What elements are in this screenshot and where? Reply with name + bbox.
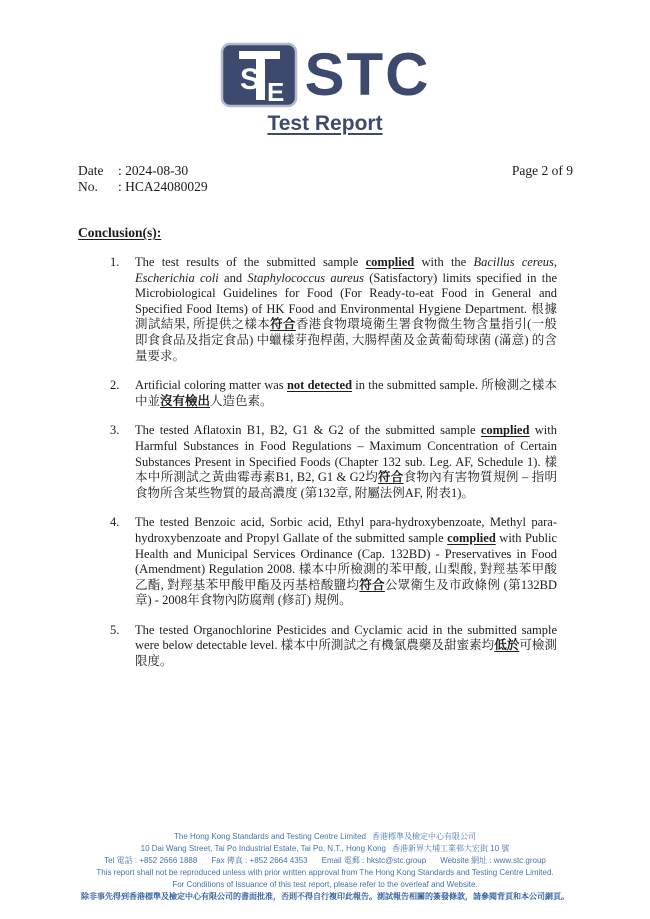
footer-notice-chinese: 除非事先得到香港標準及檢定中心有限公司的書面批准，否則不得自行複印此報告。測試報告相關的簽發條款，請參閱背頁和本公司網頁。	[81, 892, 569, 901]
date-row	[78, 163, 208, 179]
conclusion-item-5	[0, 623, 650, 670]
report-meta	[0, 163, 650, 195]
item-text: The test results of the submitted sample complied with the Bacillus cereus, Escherichia coli and Staphylococcus aureus (Satisfactory) limits specified in the Microbiological Guidelines for Food (For Ready-to-eat Food in General and Specified Food Items) of HK Food and Environmental Hygiene Department. 根據測試結果, 所提供之樣本符合香港食物環境衛生署食物微生物含量指引(一般即食食品及指定食品) 中蠟樣芽孢桿菌, 大腸桿菌及金黃葡萄球菌 (滿意) 的含量要求。	[135, 255, 557, 363]
conclusion-item-2	[0, 378, 650, 409]
item-text: The tested Organochlorine Pesticides and Cyclamic acid in the submitted sample were below detectable level. 樣本中所測試之有機氯農藥及甜蜜素均低於可檢測限度。	[135, 622, 557, 669]
item-text: The tested Aflatoxin B1, B2, G1 & G2 of the submitted sample complied with Harmful Substances in Food Regulations – Maximum Concentration of Certain Substances Present in Specified Foods (Chapter 132 sub. Leg. AF, Schedule 1). 樣本中所測試之黃曲霉毒素B1, B2, G1 & G2均符合食物內有害物質規例 – 指明食物所含某些物質的最高濃度 (第132章, 附屬法例AF, 附表1)。	[135, 423, 557, 500]
footer-notice-reproduction: This report shall not be reproduced unless with prior written approval from The Hong Kong Standards and Testing Centre Limited.	[96, 868, 554, 877]
report-number: : HCA24080029	[118, 179, 208, 194]
item-text: The tested Benzoic acid, Sorbic acid, Ethyl para-hydroxybenzoate, Methyl para-hydroxybenzoate and Propyl Gallate of the submitted sample complied with Public Health and Municipal Services Ordinance (Cap. 132BD) - Preservatives in Food (Amendment) Regulation 2008. 樣本中所檢測的苯甲酸, 山梨酸, 對羥基苯甲酸乙酯, 對羥基苯甲酸甲酯及丙基棓酸鹽均符合公眾衛生及市政條例 (第132BD章) - 2008年食物內防腐劑 (修訂) 規例。	[135, 515, 558, 608]
footer-tel: Tel 電話 : +852 2666 1888	[104, 856, 198, 865]
report-number-row	[78, 179, 208, 195]
seal-letter-e: E	[266, 77, 284, 107]
stc-seal-icon	[220, 42, 298, 108]
page-number: Page 2 of 9	[511, 163, 573, 178]
footer-notice-conditions: For Conditions of Issuance of this test report, please refer to the overleaf and Website.	[172, 880, 478, 889]
stc-logo	[0, 42, 650, 108]
stc-brand-text: STC	[304, 41, 431, 108]
footer-website: Website 網址 : www.stc.group	[440, 856, 546, 865]
item-number: 4.	[110, 515, 120, 530]
item-number: 3.	[110, 423, 120, 438]
footer-address-en: 10 Dai Wang Street, Tai Po Industrial Estate, Tai Po, N.T., Hong Kong	[140, 844, 386, 853]
conclusions-section	[0, 225, 650, 670]
item-number: 2.	[110, 378, 120, 393]
footer-address	[0, 843, 650, 855]
item-number: 5.	[110, 622, 120, 637]
footer-fax: Fax 傳真 : +852 2664 4353	[211, 856, 308, 865]
seal-letter-s: S	[239, 63, 260, 96]
footer-contact	[0, 855, 650, 867]
conclusion-item-4	[0, 515, 650, 609]
footer-company-zh: 香港標準及檢定中心有限公司	[371, 832, 476, 841]
footer-company	[0, 831, 650, 843]
date-label: Date	[78, 163, 104, 178]
conclusions-heading: Conclusion(s):	[78, 225, 162, 240]
no-label: No.	[78, 179, 98, 194]
footer-address-zh: 香港新界大埔工業邨大宏街 10 號	[391, 844, 510, 853]
date-value: : 2024-08-30	[118, 163, 189, 178]
report-footer	[0, 831, 650, 903]
conclusion-item-3	[0, 423, 650, 501]
footer-company-en: The Hong Kong Standards and Testing Centre Limited	[174, 832, 366, 841]
item-text: Artificial coloring matter was not detected in the submitted sample. 所檢測之樣本中並沒有檢出人造色素。	[135, 378, 557, 408]
footer-email: Email 電郵 : hkstc@stc.group	[321, 856, 427, 865]
report-header	[0, 0, 650, 136]
item-number: 1.	[110, 255, 120, 269]
conclusion-item-1	[0, 255, 650, 364]
report-title: Test Report	[267, 112, 383, 135]
report-meta-left	[78, 163, 208, 195]
